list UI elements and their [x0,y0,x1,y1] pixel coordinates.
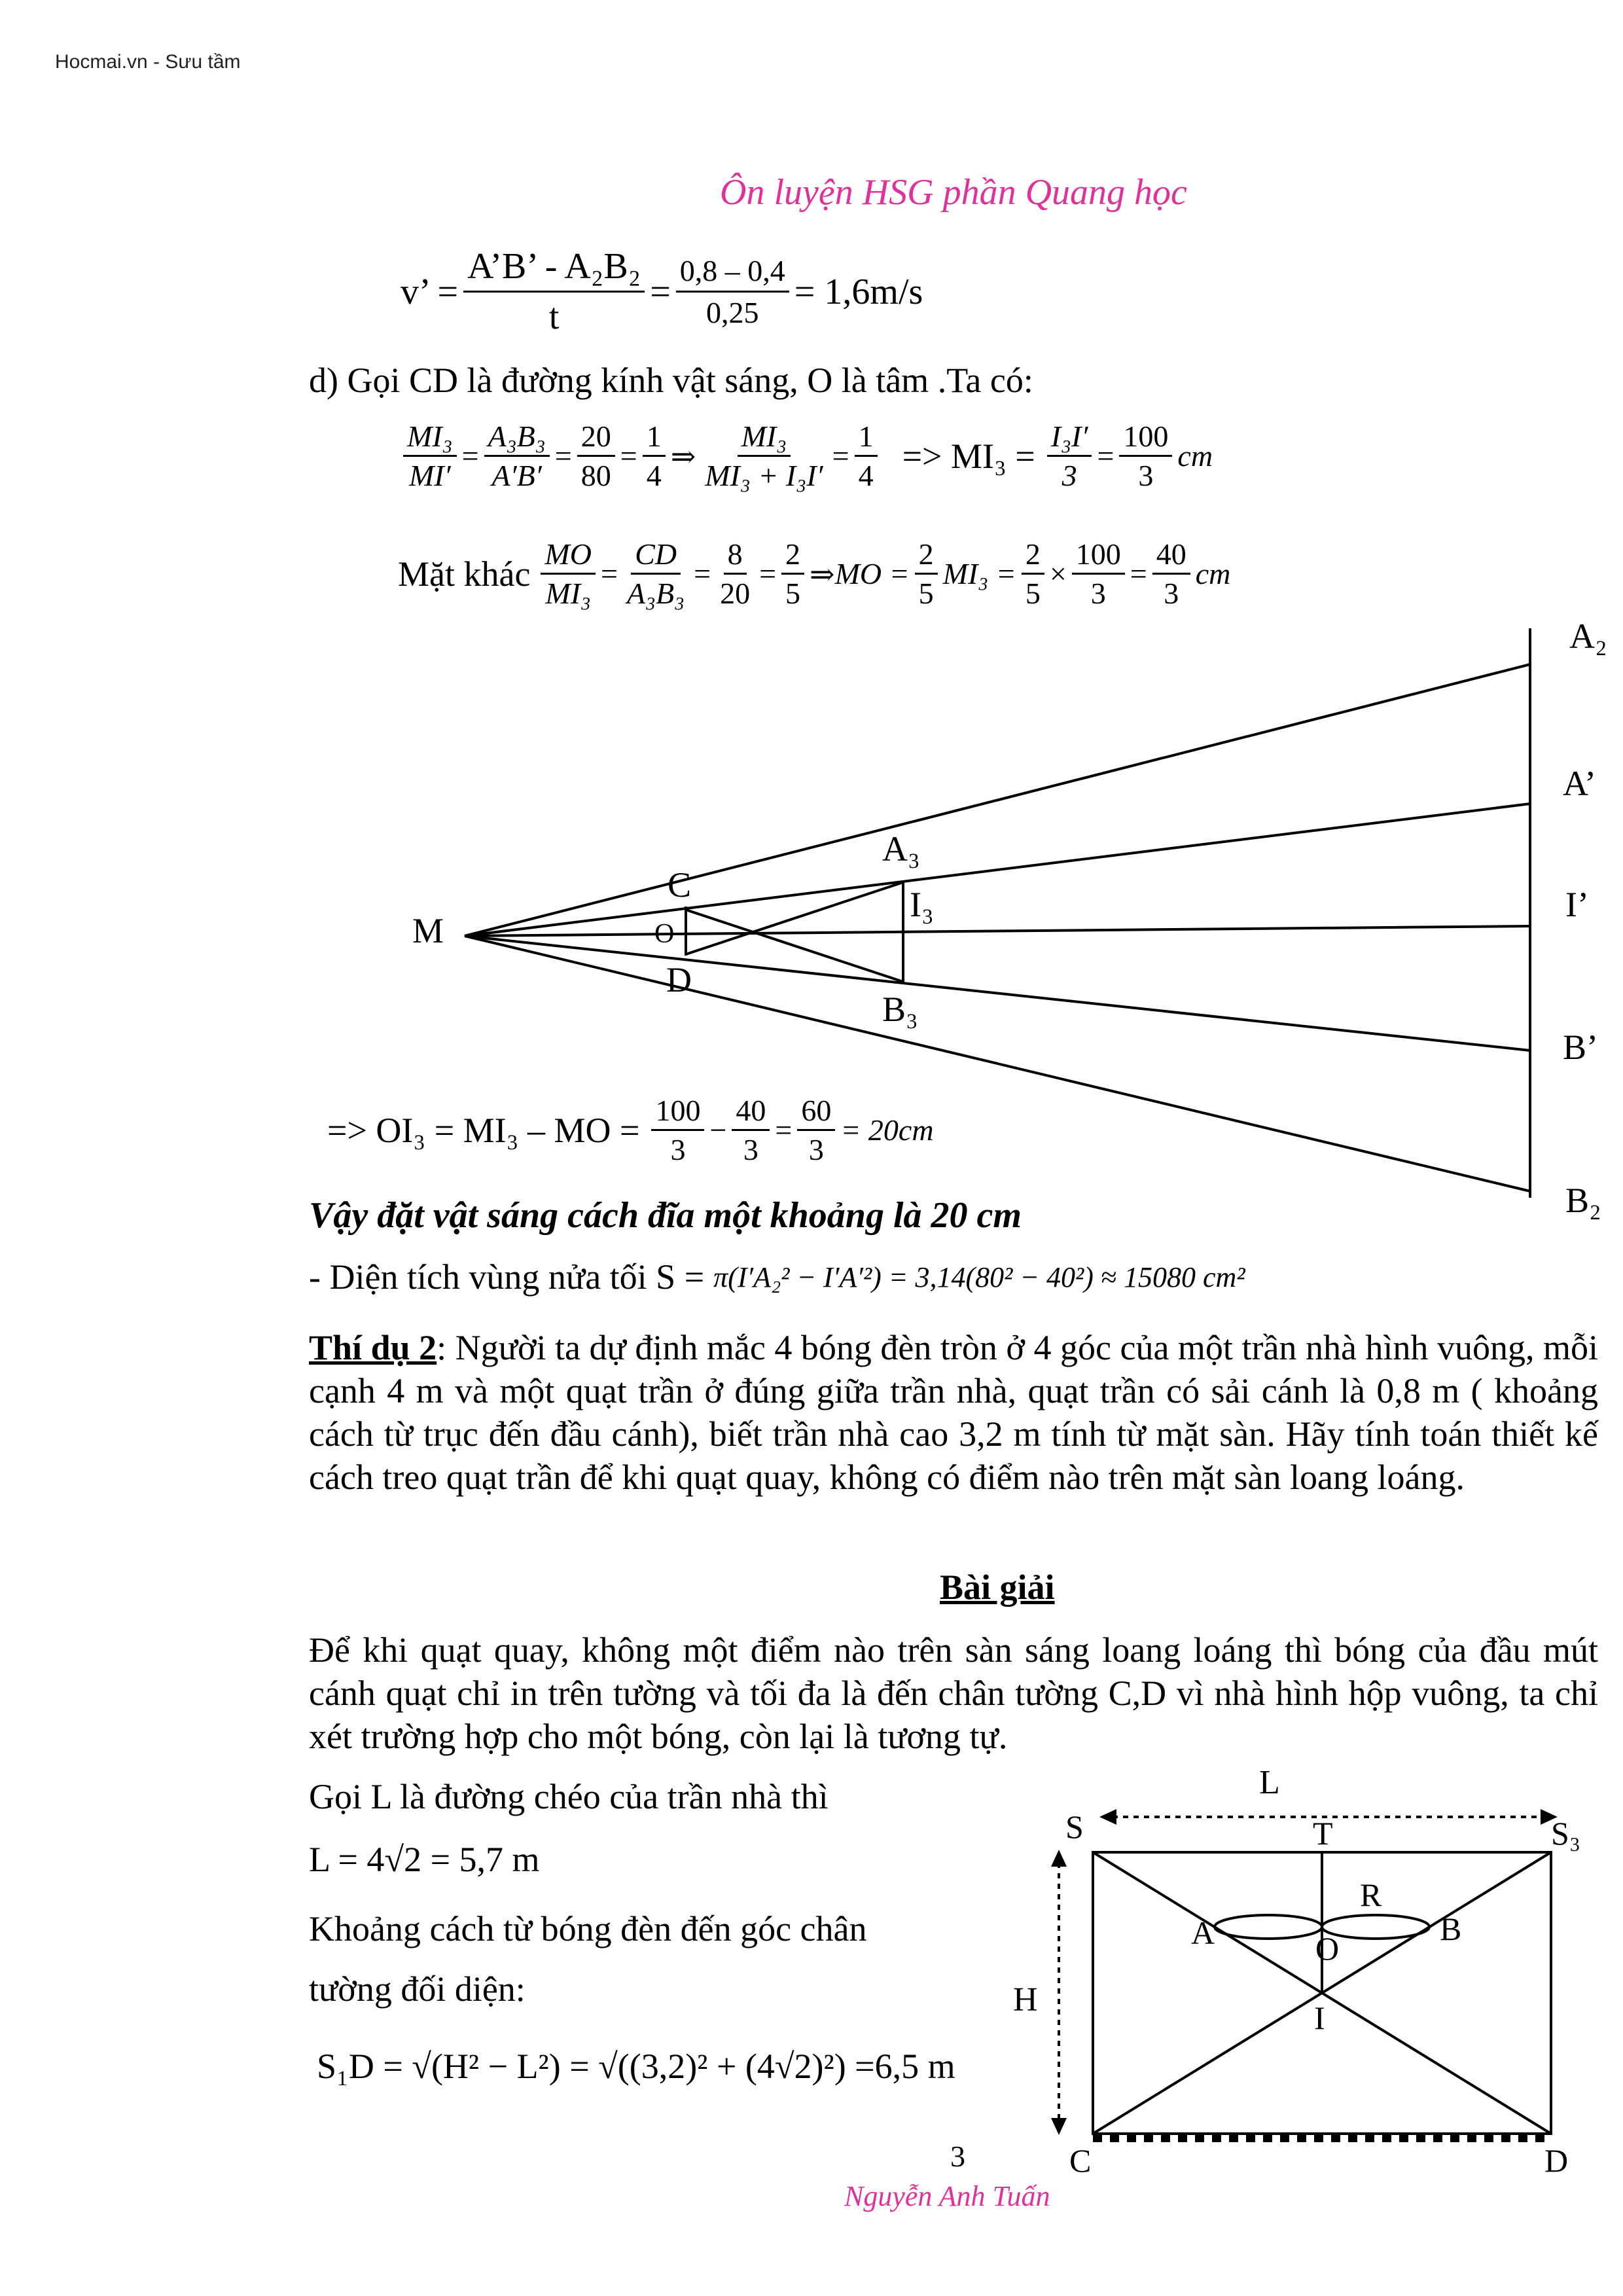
label-a: A [1191,1914,1215,1951]
velocity-lhs: v’ = [401,271,459,312]
arrowhead [1099,1809,1116,1825]
label-iprime: I’ [1565,885,1589,924]
label-c: C [1069,2142,1092,2179]
frac-num: 1 [855,419,878,457]
frac-den: A′B′ [491,459,542,492]
frac-den: 5 [918,577,934,610]
label-r: R [1360,1876,1382,1913]
arrowhead [1051,1850,1067,1867]
frac-den: 3 [1164,577,1179,610]
frac-den: 80 [580,459,611,492]
label-bprime: B’ [1563,1028,1598,1067]
label-d: D [666,960,692,999]
left-col-line-4: tường đối diện: [309,1969,526,2009]
part-d-intro: d) Gọi CD là đường kính vật sáng, O là tâm .Ta có: [309,361,1033,400]
frac-den: 3 [670,1133,686,1166]
left-col-line-1: Gọi L là đường chéo của trần nhà thì [309,1777,829,1816]
frac-den: 3 [1090,577,1106,610]
fan-blade-left [1215,1915,1322,1939]
frac-num: A₃B₃ [484,419,550,457]
example-2-text: : Người ta dự định mắc 4 bóng đèn tròn ở 4 góc của một trần nhà hình vuông, mỗi cạnh 4 m và một quạt trần ở đúng giữa trần nhà, quạt trần có sải cánh là 0,8 m ( khoảng cách từ trục đến đầu cánh), biết trần nhà cao 3,2 m tính từ mặt sàn. Hãy tính toán thiết kế cách treo quạt trần để khi quạt quay, không có điểm nào trên mặt sàn loang loáng. [309,1328,1598,1497]
frac-num: MI₃ [403,419,457,457]
label-aprime: A’ [1563,764,1596,803]
label-d: D [1544,2142,1569,2179]
label-s: S [1065,1808,1084,1845]
label-o: O [1315,1930,1340,1967]
header-title: Ôn luyện HSG phần Quang học [720,172,1187,213]
velocity-result: = 1,6m/s [794,271,923,312]
left-col-line-5: S₁D = √(H² − L²) = √((3,2)² + (4√2)²) =6,5 m [317,2047,955,2086]
label-h: H [1013,1981,1038,2018]
label-b3: B₃ [882,990,918,1029]
frac-num: 100 [651,1093,704,1131]
unit: cm [1177,439,1213,473]
frac-den: 4 [858,459,874,492]
label-a2: A₂ [1569,617,1607,656]
area-prefix: - Diện tích vùng nửa tối S = [309,1257,705,1297]
label-i3: I₃ [910,885,934,924]
frac-num: 0,8 – 0,4 [676,252,789,293]
frac-den: 0,25 [706,296,759,329]
oi3-result: = 20cm [840,1113,934,1147]
arrowhead [1051,2118,1067,2135]
frac-den: MI₃ [545,577,592,610]
frac-num: 100 [1119,419,1172,457]
frac-den: 3 [1061,459,1077,492]
frac-num: A’B’ - A₂B₂ [463,243,645,293]
mo-label: MO = [834,557,910,590]
conclusion: Vậy đặt vật sáng cách đĩa một khoảng là 20 cm [309,1195,1022,1236]
label-l: L [1259,1764,1280,1801]
frac-num: CD [631,537,681,575]
frac-den: MI′ [408,459,451,492]
frac-num: 100 [1072,537,1125,575]
equals: = [650,271,671,312]
frac-den: A₃B₃ [626,577,685,610]
frac-num: 2 [781,537,804,575]
label-b: B [1440,1910,1462,1947]
frac-num: 40 [732,1093,770,1131]
frac-den: 5 [1025,577,1041,610]
label-s3: S₃ [1551,1815,1581,1852]
source-note: Hocmai.vn - Sưu tầm [55,51,241,73]
label-i: I [1314,2000,1325,2036]
frac-num: 20 [577,419,615,457]
oi3-lhs: => OI₃ = MI₃ – MO = [327,1110,640,1150]
footer-author: Nguyễn Anh Tuấn [844,2180,1050,2212]
label-a3: A₃ [882,829,920,869]
frac-num: 2 [915,537,938,575]
frac-den: 3 [808,1133,824,1166]
frac-num: 40 [1152,537,1190,575]
frac-den: 3 [1138,459,1154,492]
mi-label: MI₃ = [942,557,1016,590]
frac-den: 5 [785,577,801,610]
page-number: 3 [950,2140,965,2173]
solution-title: Bài giải [940,1568,1055,1607]
frac-den: 3 [743,1133,758,1166]
frac-den: 4 [646,459,662,492]
frac-num: MO [541,537,596,575]
label-t: T [1313,1815,1333,1852]
ratio-equation-2: Mặt khác $\frac{MO}{\text{MI₃}}$ = $\frac{CD}{\text{A₃B₃}}$ = $\frac{8}{20}$ = $\frac{2}{5}$ ⇒ MO = $\frac{2}{5}$ MI₃ = $\frac{2}{5}$ × $\frac{100}{3}$ = $\frac{40}{3}$ cm [398,537,1231,610]
frac-den: MI₃ + I₃I′ [705,459,823,492]
label-o: O [654,919,675,949]
frac-num: MI₃ [738,419,791,457]
example-2-label: Thí dụ 2 [309,1328,437,1367]
area-formula: π(I′A₂² − I′A′²) = 3,14(80² − 40²) ≈ 15080 cm² [713,1261,1245,1294]
mi3-label: => MI₃ = [902,436,1035,476]
frac-num: 8 [724,537,747,575]
eq2-prefix: Mặt khác [398,554,531,594]
frac-den: 20 [720,577,751,610]
frac-num: 60 [797,1093,835,1131]
left-col-line-2: L = 4√2 = 5,7 m [309,1840,540,1879]
frac-den: t [548,296,560,337]
label-b2: B₂ [1565,1181,1601,1220]
left-col-line-3: Khoảng cách từ bóng đèn đến góc chân [309,1909,867,1948]
frac-num: 2 [1022,537,1044,575]
label-m: M [412,911,444,950]
oi3-equation: => OI₃ = MI₃ – MO = $\frac{100}{3}$ − $\frac{40}{3}$ = $\frac{60}{3}$ = 20cm [327,1094,934,1166]
label-c: C [668,865,692,905]
unit: cm [1195,557,1231,590]
ratio-equation-1: $\frac{\text{MI₃}}{MI'}$ = $\frac{\text{A₃B₃}}{A'B'}$ = $\frac{20}{80}$ = $\frac{1}{4}$ ⇒ $\frac{\text{MI₃}}{\text{MI₃ + I₃I′}}$ = $\frac{1}{4}$ => MI₃ = $\frac{\text{I₃I′}}{3}$ = $\frac{100}{3}$ cm [398,419,1213,493]
frac-num: I₃I′ [1047,419,1092,457]
times-sign: × [1049,557,1067,590]
frac-num: 1 [643,419,666,457]
solution-text: Để khi quạt quay, không một điểm nào trên sàn sáng loang loáng thì bóng của đầu mút cánh quạt chỉ in trên tường và tối đa là đến chân tường C,D vì nhà hình hộp vuông, ta chỉ xét trường hợp cho một bóng, còn lại là tương tự. [309,1630,1598,1756]
